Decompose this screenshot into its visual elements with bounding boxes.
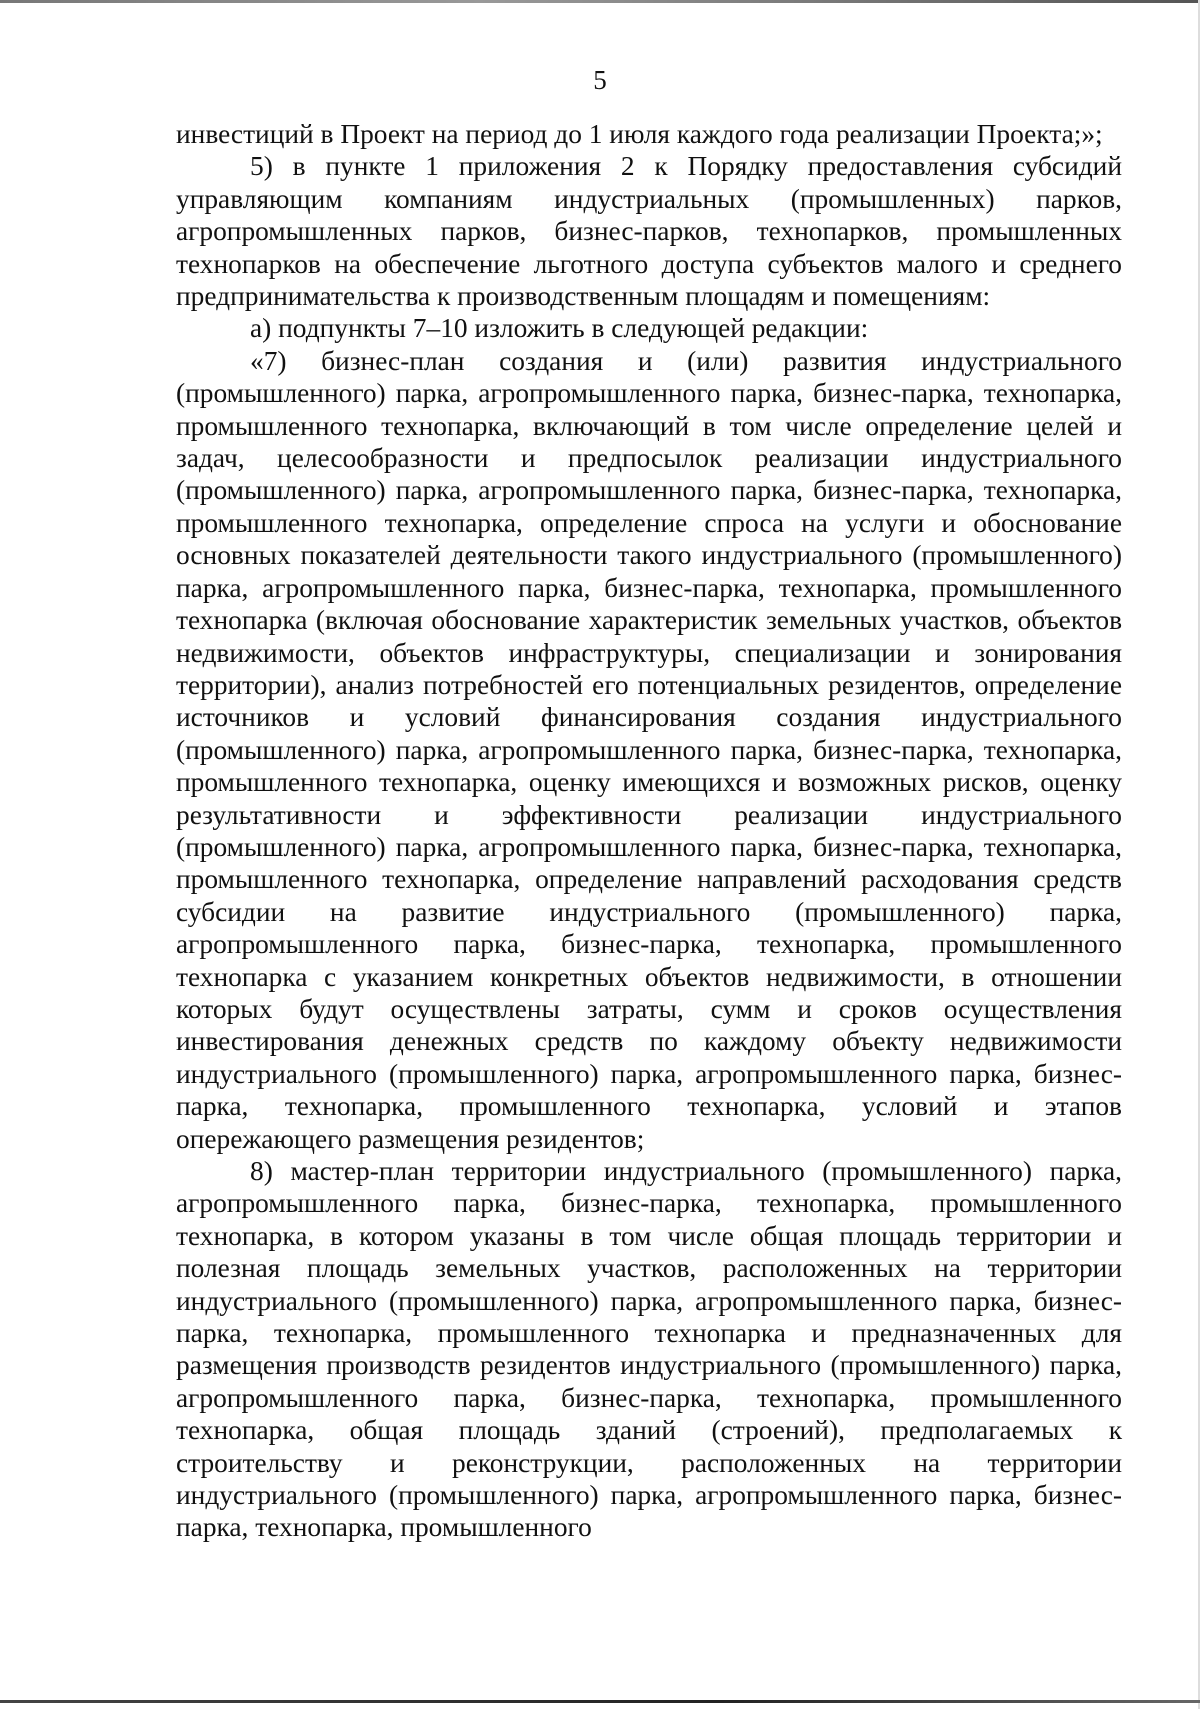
scan-edge-bottom	[0, 1700, 1200, 1703]
document-body	[176, 118, 1122, 1544]
scan-edge-top	[0, 0, 1200, 3]
paragraph-item-5: 5) в пункте 1 приложения 2 к Порядку предоставления субсидий управляющим компаниям индустриальных (промышленных) парков, агропромышленных парков, бизнес-парков, технопарков, промышленных технопарков на обеспечение льготного доступа субъектов малого и среднего предпринимательства к производственным площадям и помещениям:	[176, 151, 1122, 312]
paragraph-subitem-a: а) подпункты 7–10 изложить в следующей редакции:	[250, 313, 869, 344]
paragraph-point-7: «7) бизнес-план создания и (или) развития индустриального (промышленного) парка, агропромышленного парка, бизнес-парка, технопарка, промышленного технопарка, включающий в том числе определение целей и задач, целесообразности и предпосылок реализации индустриального (промышленного) парка, агропромышленного парка, бизнес-парка, технопарка, промышленного технопарка, определение спроса на услуги и обоснование основных показателей деятельности такого индустриального (промышленного) парка, агропромышленного парка, бизнес-парка, технопарка, промышленного технопарка (включая обоснование характеристик земельных участков, объектов недвижимости, объектов инфраструктуры, специализации и зонирования территории), анализ потребностей его потенциальных резидентов, определение источников и условий финансирования создания индустриального (промышленного) парка, агропромышленного парка, бизнес-парка, технопарка, промышленного технопарка, оценку имеющихся и возможных рисков, оценку результативности и эффективности реализации индустриального (промышленного) парка, агропромышленного парка, бизнес-парка, технопарка, промышленного технопарка, определение направлений расходования средств субсидии на развитие индустриального (промышленного) парка, агропромышленного парка, бизнес-парка, технопарка, промышленного технопарка с указанием конкретных объектов недвижимости, в отношении которых будут осуществлены затраты, сумм и сроков осуществления инвестирования денежных средств по каждому объекту недвижимости индустриального (промышленного) парка, агропромышленного парка, бизнес-парка, технопарка, промышленного технопарка, условий и этапов опережающего размещения резидентов;	[176, 345, 1122, 1154]
page-number: 5	[593, 65, 607, 95]
paragraph-point-8: 8) мастер-план территории индустриального (промышленного) парка, агропромышленного парка, бизнес-парка, технопарка, промышленного технопарка, в котором указаны в том числе общая площадь территории и полезная площадь земельных участков, расположенных на территории индустриального (промышленного) парка, агропромышленного парка, бизнес-парка, технопарка, промышленного технопарка и предназначенных для размещения производств резидентов индустриального (промышленного) парка, агропромышленного парка, бизнес-парка, технопарка, промышленного технопарка, общая площадь зданий (строений), предполагаемых к строительству и реконструкции, расположенных на территории индустриального (промышленного) парка, агропромышленного парка, бизнес-парка, технопарка, промышленного	[176, 1156, 1122, 1543]
paragraph-continuation: инвестиций в Проект на период до 1 июля каждого года реализации Проекта;»;	[176, 119, 1103, 149]
